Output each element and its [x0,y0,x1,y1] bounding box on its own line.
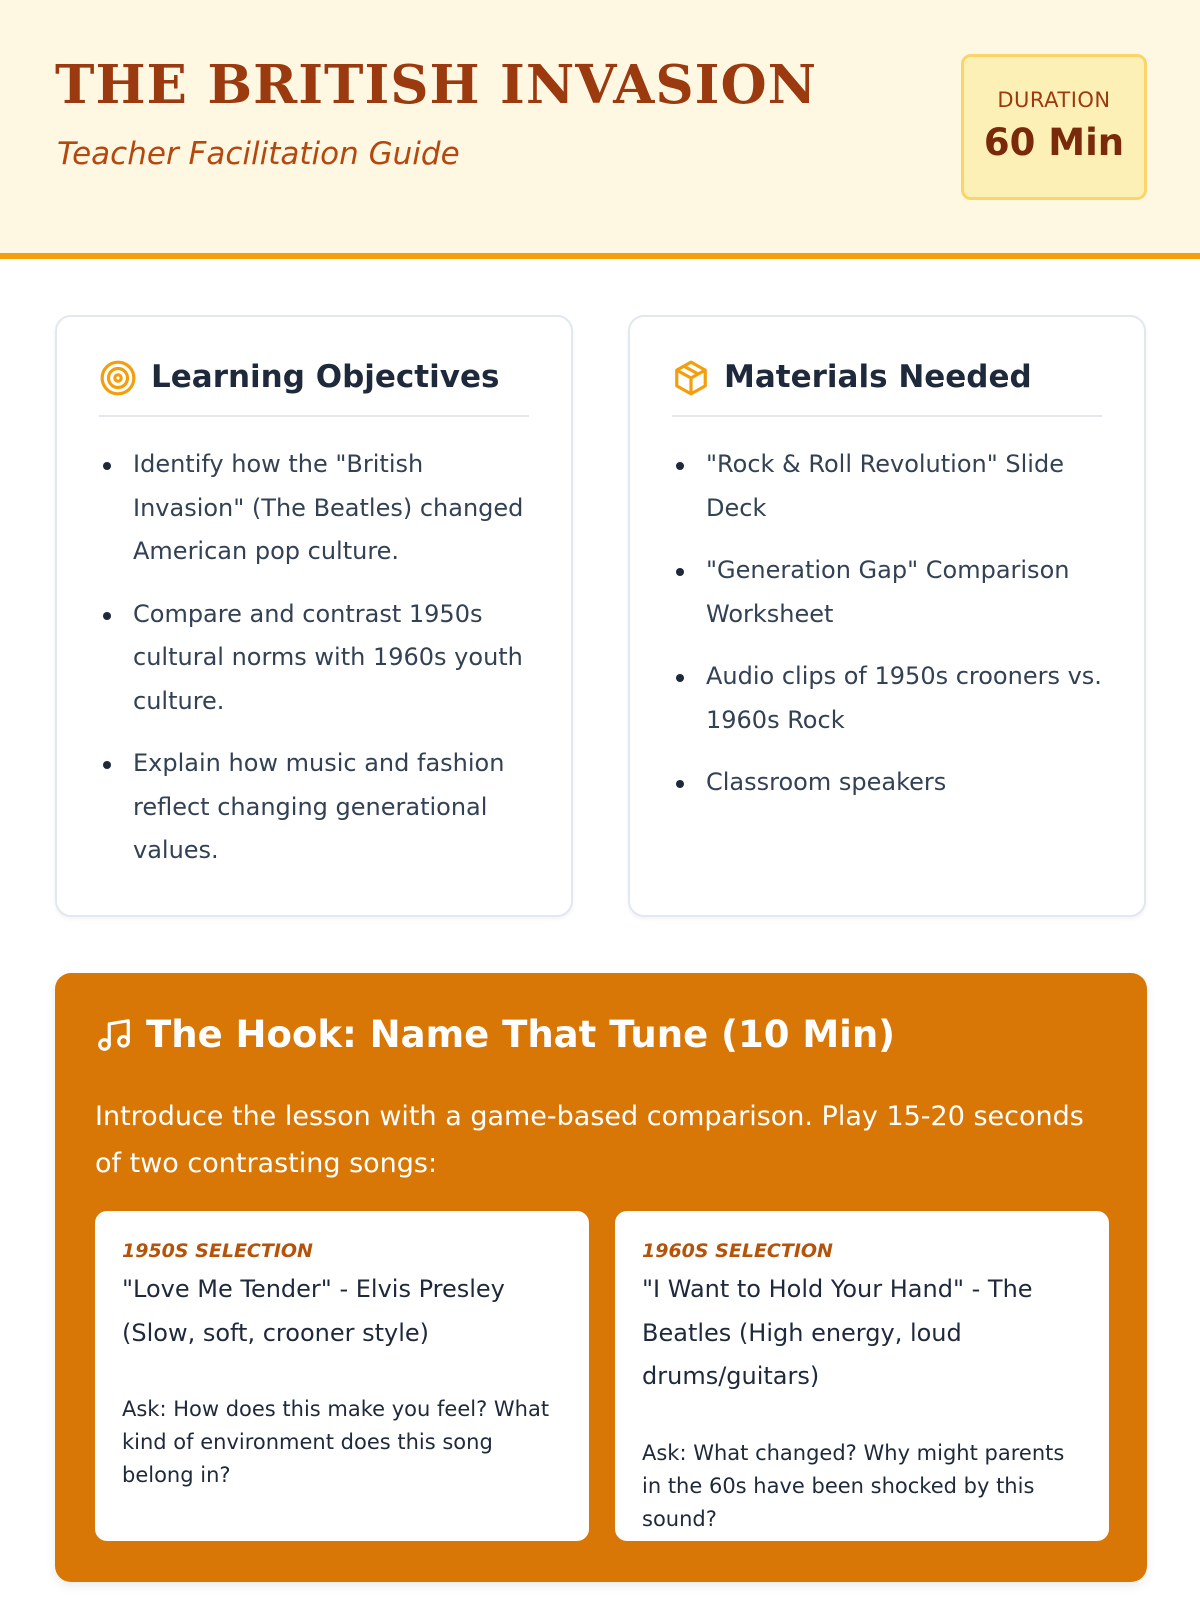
box-icon [672,359,710,397]
materials-list [672,443,1114,824]
objective-item: Identify how the "British Invasion" (The Beatles) changed American pop culture. [99,443,541,574]
material-item: Audio clips of 1950s crooners vs. 1960s Rock [672,655,1114,742]
material-item: "Rock & Roll Revolution" Slide Deck [672,443,1114,530]
song-label: 1950S SELECTION [122,1240,313,1262]
song-question: Ask: What changed? Why might parents in the 60s have been shocked by this sound? [642,1441,1065,1531]
materials-needed-title: Materials Needed [724,359,1032,395]
duration-value: 60 Min [983,121,1125,164]
hook-title: The Hook: Name That Tune (10 Min) [146,1013,896,1056]
learning-objectives-card [55,315,573,917]
materials-needed-header [672,355,1102,417]
page-subtitle: Teacher Facilitation Guide [57,136,460,172]
song-title: "I Want to Hold Your Hand" - The Beatles (High energy, loud drums/guitars) [642,1275,1033,1390]
material-item: Classroom speakers [672,761,1114,805]
song-card-1960s [615,1211,1109,1541]
duration-badge [961,54,1147,200]
learning-objectives-title: Learning Objectives [151,359,500,395]
objective-item: Explain how music and fashion reflect changing generational values. [99,742,541,873]
song-card-1950s [95,1211,589,1541]
song-title: "Love Me Tender" - Elvis Presley (Slow, soft, crooner style) [122,1275,505,1347]
hook-intro: Introduce the lesson with a game-based comparison. Play 15-20 seconds of two contrasting songs: [95,1101,1084,1179]
learning-objectives-header [99,355,529,417]
hook-section [55,973,1147,1582]
page-header [0,0,1200,259]
materials-needed-card [628,315,1146,917]
song-label: 1960S SELECTION [642,1240,833,1262]
target-icon [99,359,137,397]
music-note-icon [95,1016,133,1054]
hook-header [95,1013,895,1056]
duration-label: DURATION [997,88,1111,112]
song-question: Ask: How does this make you feel? What kind of environment does this song belong in? [122,1397,550,1487]
material-item: "Generation Gap" Comparison Worksheet [672,549,1114,636]
objectives-list [99,443,541,892]
page-title: THE BRITISH INVASION [55,54,818,116]
objective-item: Compare and contrast 1950s cultural norms with 1960s youth culture. [99,593,541,724]
